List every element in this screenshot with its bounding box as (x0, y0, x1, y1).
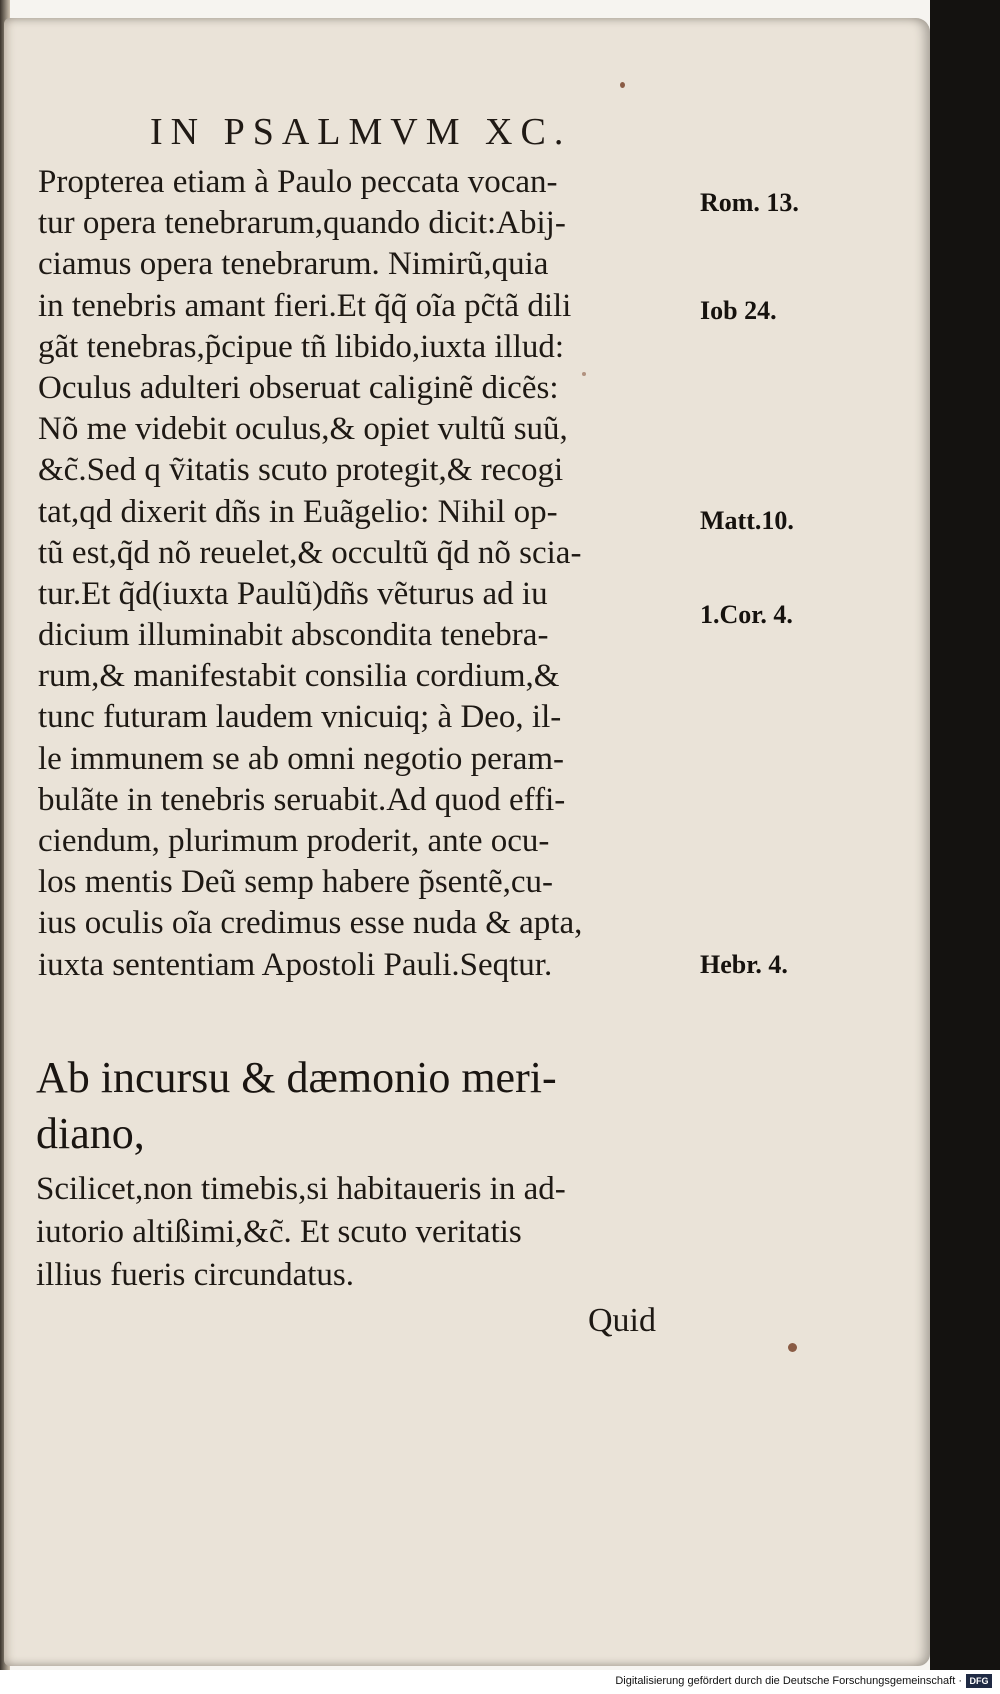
text-line: tunc futuram laudem vnicuiq; à Deo, il- (38, 699, 562, 736)
margin-note-cor: 1.Cor. 4. (700, 600, 793, 629)
funding-credit: Digitalisierung gefördert durch die Deutsche Forschungsgemeinschaft · (615, 1675, 962, 1687)
text-line: tur.Et q̃d(iuxta Paulũ)dñs vẽturus ad iu (38, 575, 548, 612)
foxing-spot (788, 1343, 797, 1352)
text-line: bulãte in tenebris seruabit.Ad quod effi- (38, 781, 566, 818)
text-line: rum,& manifestabit consilia cordium,& (38, 658, 560, 695)
catchword: Quid (588, 1302, 656, 1339)
running-head: IN PSALMVM XC. (150, 111, 572, 153)
text-line: tur opera tenebrarum,quando dicit:Abij- (38, 205, 566, 242)
text-line: le immunem se ab omni negotio peram- (38, 740, 565, 777)
text-line: ciendum, plurimum proderit, ante ocu- (38, 823, 550, 859)
body-text (38, 162, 688, 986)
text-line: los mentis Deũ semp habere p̃sentẽ,cu- (38, 864, 554, 901)
text-line: iuxta sententiam Apostoli Pauli.Seqtur. (38, 946, 553, 983)
margin-note-iob: Iob 24. (700, 296, 777, 325)
text-line: &c̃.Sed q ṽitatis scuto protegit,& recogi (38, 452, 564, 489)
text-line: dicium illuminabit abscondita tenebra- (38, 617, 549, 654)
text-line: Oculus adulteri obseruat caliginẽ dicẽs: (38, 369, 559, 406)
lemma-line: Ab incursu & dæmonio meri- (36, 1053, 557, 1102)
text-line: Propterea etiam à Paulo peccata vocan- (38, 164, 558, 200)
margin-note-hebr: Hebr. 4. (700, 950, 788, 979)
lemma-line: diano, (36, 1109, 145, 1158)
psalm-verse-lemma (36, 1050, 696, 1162)
text-line: ius oculis oĩa credimus esse nuda & apta, (38, 905, 583, 942)
text-line: in tenebris amant fieri.Et q̃q̃ oĩa pc̃tã dili (38, 287, 572, 324)
book-edge-right (930, 0, 1000, 1670)
margin-note-matt: Matt.10. (700, 506, 794, 535)
text-line: ciamus opera tenebrarum. Nimirũ,quia (38, 246, 549, 283)
gloss-line: Scilicet,non timebis,si habitaueris in ad- (36, 1171, 566, 1207)
text-line: tat,qd dixerit dñs in Euãgelio: Nihil op- (38, 493, 558, 530)
text-line: Nõ me videbit oculus,& opiet vultũ suũ, (38, 411, 568, 448)
gloss-line: iutorio altißimi,&c̃. Et scuto veritatis (36, 1214, 522, 1250)
margin-note-rom: Rom. 13. (700, 188, 799, 217)
foxing-spot (620, 82, 625, 88)
text-line: gãt tenebras,p̃cipue tñ libido,iuxta illud: (38, 328, 565, 365)
text-line: tũ est,q̃d nõ reuelet,& occultũ q̃d nõ scia- (38, 534, 582, 571)
gloss-text (36, 1168, 696, 1297)
gloss-line: illius fueris circundatus. (36, 1257, 355, 1293)
dfg-logo: DFG (966, 1674, 992, 1688)
